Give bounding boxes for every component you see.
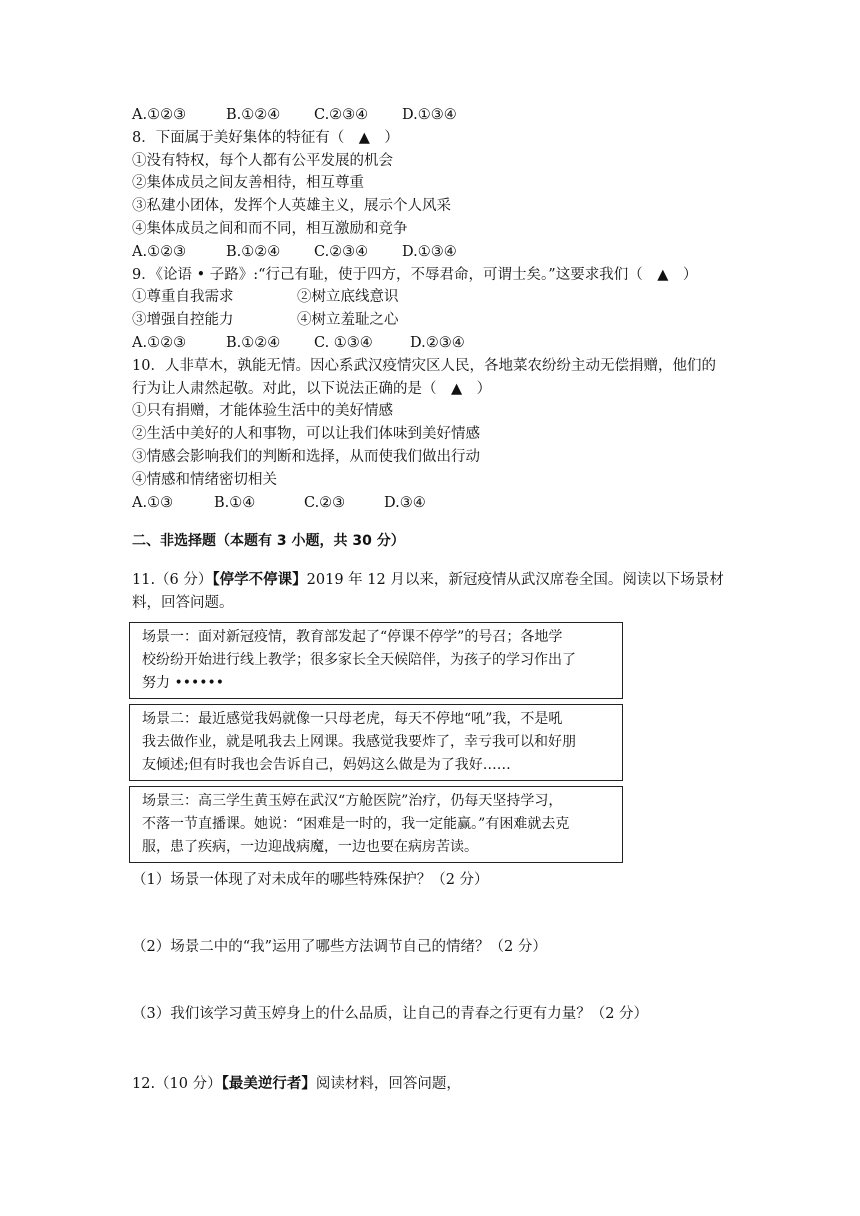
- q12-prefix: 12.（10 分）: [132, 1075, 222, 1092]
- q9-option-d: D.②③④: [410, 334, 465, 351]
- q11-sub-question-1: （1）场景一体现了对未成年的哪些特殊保护？（2 分）: [132, 871, 489, 888]
- scene-3-box: [129, 786, 623, 863]
- exam-page: [132, 104, 732, 1096]
- q9-option-a: A.①②③: [132, 334, 187, 351]
- scene-1-line: 努力 ••••••: [142, 674, 224, 691]
- scene-2-line: 友倾述;但有时我也会告诉自己，妈妈这么做是为了我好……: [142, 756, 511, 773]
- q8-options: [132, 241, 732, 264]
- q10-options: [132, 492, 732, 515]
- q9-option-b: B.①②④: [226, 334, 281, 351]
- scene-2-line: 场景二：最近感觉我妈就像一只母老虎，每天不停地“吼”我，不是吼: [142, 710, 563, 727]
- q9-item-3: ③增强自控能力: [132, 312, 234, 329]
- q12-intro-text: 阅读材料，回答问题，: [315, 1075, 461, 1092]
- q8-option-b: B.①②④: [226, 243, 281, 260]
- scene-1-box: [129, 622, 623, 699]
- q10-item-2: ②生活中美好的人和事物，可以让我们体味到美好情感: [132, 426, 480, 443]
- q10-stem-line2: 行为让人肃然起敬。对此，以下说法正确的是（ ▲ ）: [132, 380, 492, 397]
- q8-stem: 8．下面属于美好集体的特征有（ ▲ ）: [132, 129, 399, 146]
- q7-options: [132, 104, 732, 127]
- scene-3-line: 不落一节直播课。她说：“困难是一时的，我一定能赢。”有困难就去克: [142, 815, 570, 832]
- q10-item-1: ①只有捐赠，才能体验生活中的美好情感: [132, 403, 393, 420]
- q10-stem-line1: 10．人非草木，孰能无情。因心系武汉疫情灾区人民，各地菜农纷纷主动无偿捐赠，他们的: [132, 357, 716, 374]
- q12-intro: [132, 1073, 732, 1096]
- q11-sub-question-2: （2）场景二中的“我”运用了哪些方法调节自己的情绪？（2 分）: [132, 938, 547, 955]
- scene-2-line: 我去做作业，就是吼我去上网课。我感觉我要炸了，幸亏我可以和好朋: [142, 733, 576, 750]
- q8-option-c: C.②③④: [314, 243, 369, 260]
- q9-stem: 9．《论语 • 子路》:“行己有耻，使于四方，不辱君命，可谓士矣。”这要求我们（ ▲ ）: [132, 266, 698, 283]
- q8-item-4: ④集体成员之间和而不同，相互激励和竞争: [132, 220, 408, 237]
- section-2-title: 二、非选择题（本题有 3 小题，共 30 分）: [132, 533, 405, 550]
- scene-3-line: 场景三：高三学生黄玉婷在武汉“方舱医院”治疗，仍每天坚持学习，: [142, 792, 563, 809]
- q8-item-3: ③私建小团体，发挥个人英雄主义，展示个人风采: [132, 198, 451, 215]
- q7-option-b: B.①②④: [226, 107, 281, 123]
- q7-option-d: D.①③④: [402, 107, 457, 123]
- q9-items-row1: [132, 286, 732, 309]
- q12-tag: 【最美逆行者】: [221, 1075, 316, 1092]
- q10-item-3: ③情感会影响我们的判断和选择，从而使我们做出行动: [132, 448, 480, 465]
- q9-item-2: ②树立底线意识: [297, 289, 399, 306]
- q9-option-c: C. ①③④: [314, 334, 373, 351]
- q11-sub-question-3: （3）我们该学习黄玉婷身上的什么品质，让自己的青春之行更有力量？（2 分）: [132, 1005, 649, 1022]
- q8-option-a: A.①②③: [132, 243, 187, 260]
- q10-option-a: A.①③: [132, 494, 174, 511]
- scene-3-line: 服，患了疾病，一边迎战病魔，一边也要在病房苦读。: [142, 838, 478, 855]
- q8-option-d: D.①③④: [402, 243, 457, 260]
- q9-item-1: ①尊重自我需求: [132, 289, 234, 306]
- q10-option-c: C.②③: [304, 494, 346, 511]
- q11-tag: 【停学不停课】: [212, 572, 307, 589]
- q10-option-d: D.③④: [384, 494, 426, 511]
- q9-item-4: ④树立羞耻之心: [297, 312, 399, 329]
- q9-items-row2: [132, 309, 732, 332]
- scene-1-line: 场景一：面对新冠疫情，教育部发起了“停课不停学”的号召；各地学: [142, 628, 563, 645]
- q10-item-4: ④情感和情绪密切相关: [132, 471, 277, 488]
- q9-options: [132, 332, 732, 355]
- q11-intro-line2: 料，回答问题。: [132, 595, 234, 612]
- q8-item-1: ①没有特权，每个人都有公平发展的机会: [132, 152, 393, 169]
- q8-item-2: ②集体成员之间友善相待，相互尊重: [132, 175, 364, 192]
- q7-option-c: C.②③④: [314, 107, 369, 123]
- q11-intro-line1: [132, 569, 732, 592]
- q11-intro-text: 2019 年 12 月以来，新冠疫情从武汉席卷全国。阅读以下场景材: [306, 572, 724, 589]
- scene-2-box: [129, 704, 623, 781]
- q11-prefix: 11.（6 分）: [132, 572, 213, 589]
- q10-option-b: B.①④: [214, 494, 256, 511]
- scene-1-line: 校纷纷开始进行线上教学；很多家长全天候陪伴，为孩子的学习作出了: [142, 651, 576, 668]
- q7-option-a: A.①②③: [132, 107, 187, 123]
